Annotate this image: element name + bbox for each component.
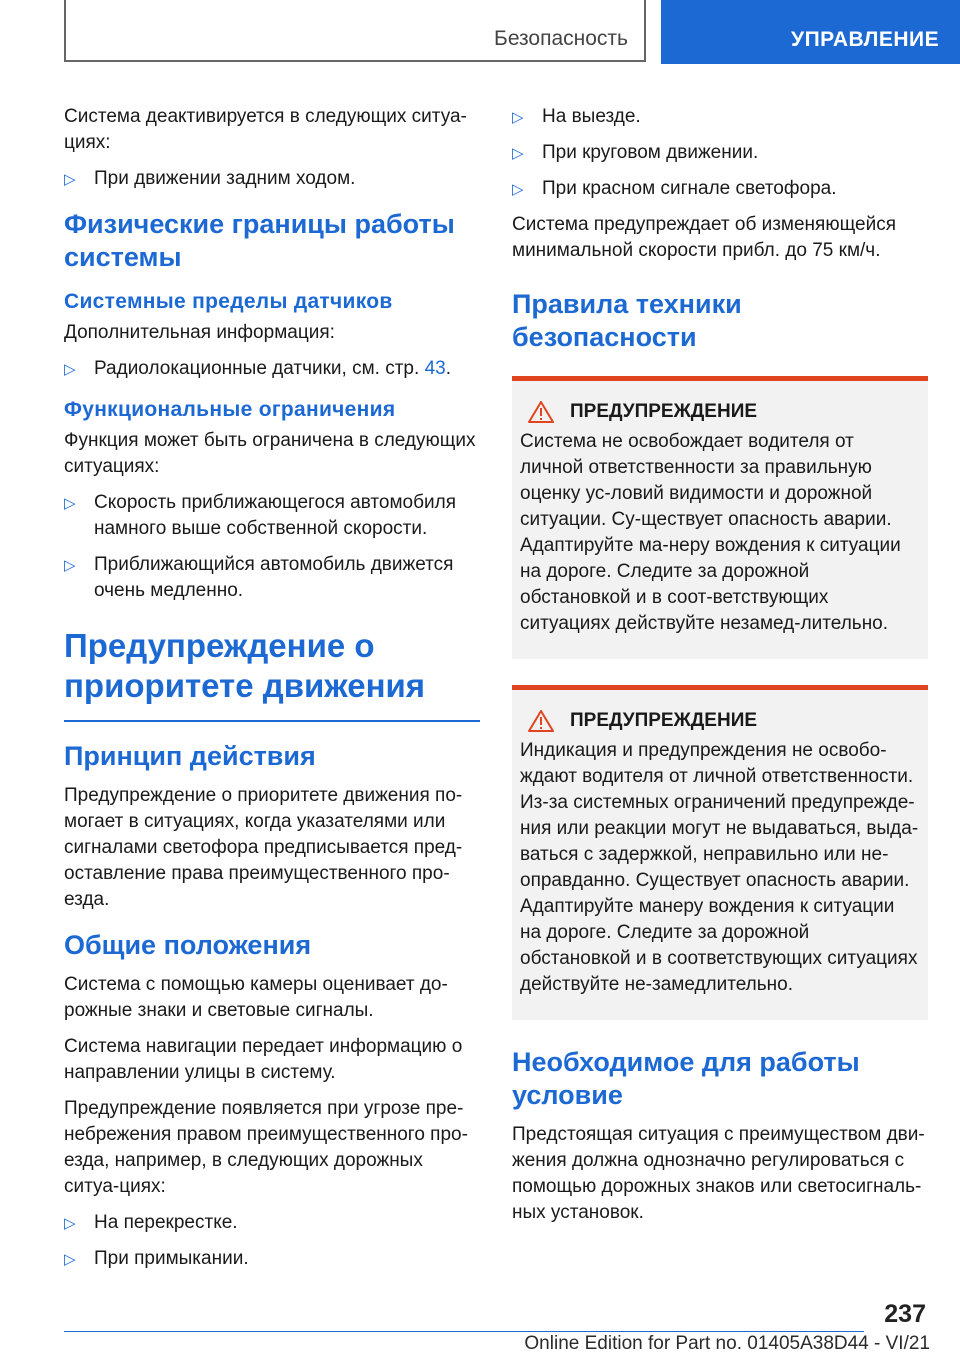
warning-box-2 [512, 685, 928, 1020]
heading-general: Общие положения [64, 930, 312, 960]
right-column [512, 104, 928, 1236]
heading-principle: Принцип действия [64, 741, 316, 771]
heading-physical-limits: Физические границы работы системы [64, 209, 455, 272]
list-item: ▷ Скорость приближающегося автомобиля намного выше собственной скорости. [64, 492, 456, 539]
list-item: ▷ На выезде. [512, 104, 928, 130]
page-link[interactable]: 43 [424, 358, 446, 379]
list-item: ▷ При примыкании. [64, 1246, 480, 1272]
heading-safety-rules: Правила техники безопасности [512, 289, 742, 352]
page-number: 237 [884, 1300, 926, 1328]
triangle-bullet-icon: ▷ [64, 1215, 76, 1232]
heading-sensor-limits: Системные пределы датчиков [64, 290, 393, 313]
general-text-1: Система с помощью камеры оценивает до-рожные знаки и световые сигналы. [64, 974, 448, 1021]
list-item: ▷ Радиолокационные датчики, см. стр. 43. [64, 356, 480, 382]
heading-functional-limits: Функциональные ограничения [64, 398, 396, 421]
left-column [64, 104, 480, 1282]
warning-title: ПРЕДУПРЕЖДЕНИЕ [528, 710, 920, 732]
list-item: ▷ При красном сигнале светофора. [512, 176, 928, 202]
triangle-bullet-icon: ▷ [512, 109, 524, 126]
header-section-title: Безопасность [494, 27, 628, 50]
footer-divider [64, 1331, 864, 1332]
triangle-bullet-icon: ▷ [64, 1251, 76, 1268]
general-text-2: Система навигации передает информацию о направлении улицы в систему. [64, 1036, 463, 1083]
header-chapter-tab [661, 0, 960, 64]
warning-text-1: Система не освобождает водителя от личной ответственности за правильную оценку ус-ловий видимости и дорожной ситуации. Су-ществует опасность аварии. Адаптируйте ма-неру вождения к ситуации на дороге. Следите за дорожной обстановкой и в соот-ветствующих ситуациях действуйте незамед-лительно. [520, 431, 901, 634]
heading-priority-warning: Предупреждение о приоритете движения [64, 627, 426, 704]
triangle-bullet-icon: ▷ [512, 145, 524, 162]
triangle-bullet-icon: ▷ [64, 171, 76, 188]
header-chapter-title: УПРАВЛЕНИЕ [791, 28, 940, 51]
more-info-text: Дополнительная информация: [64, 322, 335, 343]
speed-text: Система предупреждает об изменяющейся минимальной скорости прибл. до 75 км/ч. [512, 214, 896, 261]
list-item: ▷ При движении задним ходом. [64, 166, 480, 192]
list-item: ▷ На перекрестке. [64, 1210, 480, 1236]
header-section-tab [64, 0, 646, 62]
list-item: ▷ При круговом движении. [512, 140, 928, 166]
deactivation-text: Система деактивируется в следующих ситуа-циях: [64, 106, 467, 153]
warning-box-1 [512, 376, 928, 659]
general-text-3: Предупреждение появляется при угрозе пре-небрежения правом преимущественного про-езда, например, в следующих дорожных ситуа-циях: [64, 1098, 468, 1197]
functional-limits-text: Функция может быть ограничена в следующих ситуациях: [64, 430, 476, 477]
edition-text: Online Edition for Part no. 01405A38D44 - VI/21 [524, 1333, 930, 1354]
heading-requirement: Необходимое для работы условие [512, 1047, 860, 1110]
warning-title: ПРЕДУПРЕЖДЕНИЕ [528, 401, 920, 423]
heading-divider [64, 720, 480, 722]
warning-text-2: Индикация и предупреждения не освобо-ждают водителя от личной ответственности. Из-за системных ограничений предупрежде-ния или реакции могут не выдаваться, выда-ваться с задержкой, неправильно или не-оправданно. Существует опасность аварии. Адаптируйте манеру вождения к ситуации на дороге. Следите за дорожной обстановкой и в соответствующих ситуациях действуйте не-замедлительно. [520, 740, 919, 995]
triangle-bullet-icon: ▷ [512, 181, 524, 198]
triangle-bullet-icon: ▷ [64, 361, 76, 378]
requirement-text: Предстоящая ситуация с преимуществом дви-жения должна однозначно регулироваться с помощью дорожных знаков или светосигналь-ных установок. [512, 1124, 925, 1223]
warning-triangle-icon [528, 710, 554, 732]
triangle-bullet-icon: ▷ [64, 557, 76, 574]
warning-triangle-icon [528, 401, 554, 423]
principle-text: Предупреждение о приоритете движения по-могает в ситуациях, когда указателями или сигналами светофора предписывается пред-оставление права преимущественного про-езда. [64, 785, 463, 910]
triangle-bullet-icon: ▷ [64, 495, 76, 512]
list-item: ▷ Приближающийся автомобиль движется очень медленно. [64, 554, 454, 601]
